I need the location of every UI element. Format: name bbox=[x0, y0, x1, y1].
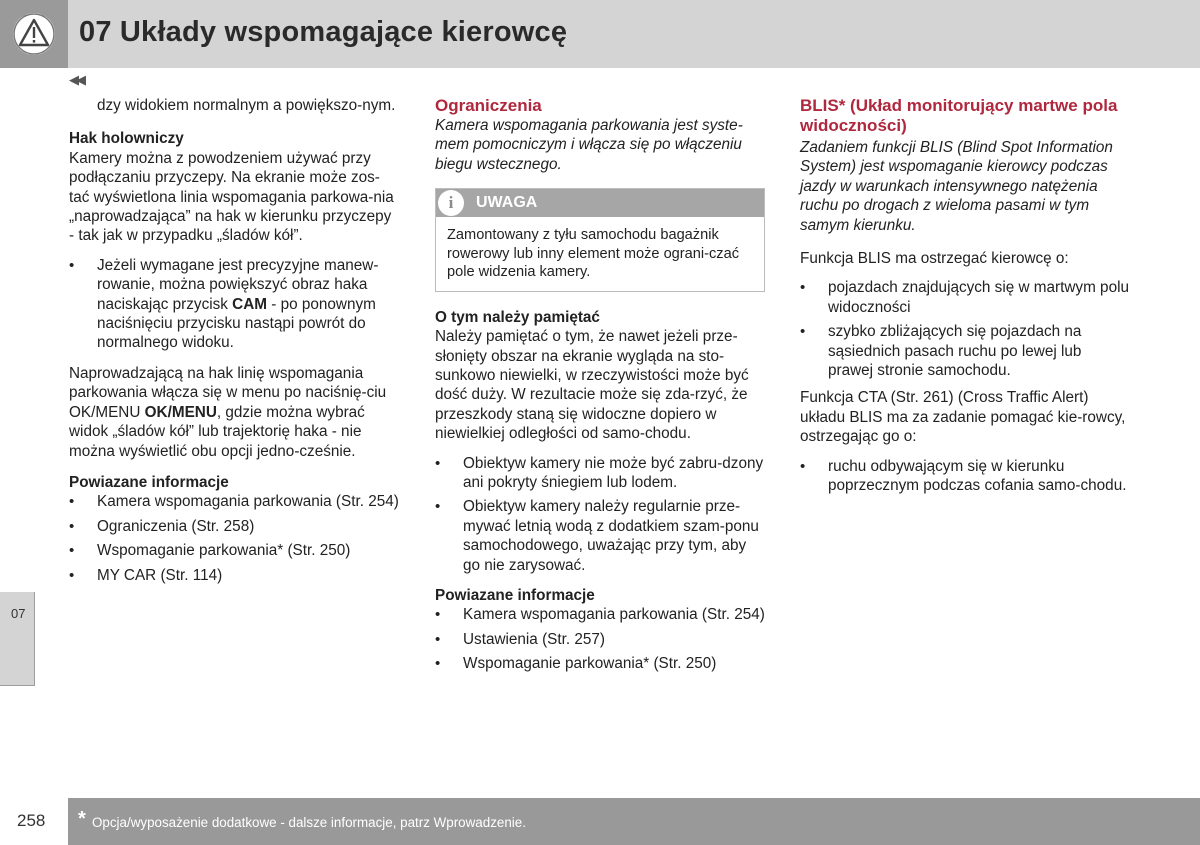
limitations-intro: Kamera wspomagania parkowania jest syste-mem pomocniczym i włącza się po włączeniu biegu wstecznego. bbox=[435, 117, 743, 173]
remember-heading: O tym należy pamiętać bbox=[435, 308, 600, 326]
related-link[interactable]: • Kamera wspomagania parkowania (Str. 254) bbox=[435, 605, 765, 624]
column-1 bbox=[69, 96, 399, 590]
related-link[interactable]: • Ustawienia (Str. 257) bbox=[435, 630, 765, 649]
chapter-icon-box bbox=[0, 0, 68, 68]
warning-triangle-icon bbox=[13, 13, 55, 55]
list-item: • szybko zbliżających się pojazdach na sąsiednich pasach ruchu po lewej lub prawej stronie samochodu. bbox=[800, 322, 1130, 380]
camera-bullets bbox=[435, 454, 765, 575]
related-link[interactable]: • Ograniczenia (Str. 258) bbox=[69, 517, 399, 536]
limitations-heading: Ograniczenia bbox=[435, 96, 542, 115]
related-link[interactable]: • Wspomaganie parkowania* (Str. 250) bbox=[435, 654, 765, 673]
blis-warn-text: Funkcja BLIS ma ostrzegać kierowcę o: bbox=[800, 250, 1069, 268]
blis-heading: BLIS* (Układ monitorujący martwe pola widoczności) bbox=[800, 96, 1118, 135]
related-list bbox=[69, 492, 399, 585]
note-label: UWAGA bbox=[476, 194, 538, 212]
info-icon: i bbox=[438, 190, 464, 216]
page-number: 258 bbox=[17, 811, 46, 830]
footer-bar bbox=[68, 798, 1200, 845]
tow-hook-bullets bbox=[69, 256, 399, 353]
cam-button-label: CAM bbox=[232, 295, 268, 313]
back-arrows-icon[interactable]: ◀◀ bbox=[69, 72, 83, 87]
list-item: • pojazdach znajdujących się w martwym polu widoczności bbox=[800, 278, 1130, 317]
side-tab-label: 07 bbox=[11, 606, 26, 621]
chapter-side-tab[interactable] bbox=[0, 592, 35, 686]
related-link[interactable]: • Wspomaganie parkowania* (Str. 250) bbox=[69, 541, 399, 560]
list-item: • Obiektyw kamery należy regularnie prze-mywać letnią wodą z dodatkiem szam-ponu samochodowego, uważając przy tym, aby go nie zarysować. bbox=[435, 497, 765, 575]
cta-bullets bbox=[800, 457, 1130, 496]
list-item: • Jeżeli wymagane jest precyzyjne manew-rowanie, można powiększyć obraz haka naciskając przycisk CAM - po ponownym naciśnięciu przycisku nastąpi powrót do normalnego widoku. bbox=[69, 256, 399, 353]
chapter-title: 07 Układy wspomagające kierowcę bbox=[79, 16, 568, 48]
guide-line-text: Naprowadzającą na hak linię wspomagania parkowania włącza się w menu po naciśnię-ciu OK/MENU OK/MENU, gdzie można wybrać widok „śladów kół” lub trajektorię haka - nie można wyświetlić obu opcji jedno-cześnie. bbox=[69, 364, 387, 460]
tow-hook-heading: Hak holowniczy bbox=[69, 130, 184, 148]
note-text: Zamontowany z tyłu samochodu bagażnik rowerowy lub inny element może ograni-czać pole widzenia kamery. bbox=[447, 227, 740, 281]
note-box bbox=[435, 188, 765, 292]
continued-text: dzy widokiem normalnym a powiększo-nym. bbox=[97, 97, 396, 114]
cta-text: Funkcja CTA (Str. 261) (Cross Traffic Alert) układu BLIS ma za zadanie pomagać kie-rowcy, ostrzegając go o: bbox=[800, 389, 1126, 446]
related-link[interactable]: • Kamera wspomagania parkowania (Str. 254) bbox=[69, 492, 399, 511]
related-list bbox=[435, 605, 765, 673]
related-link[interactable]: • MY CAR (Str. 114) bbox=[69, 566, 399, 585]
list-item: • ruchu odbywającym się w kierunku poprzecznym podczas cofania samo-chodu. bbox=[800, 457, 1130, 496]
footnote-star: * bbox=[78, 808, 86, 830]
blis-intro: Zadaniem funkcji BLIS (Blind Spot Information System) jest wspomaganie kierowcy podczas jazdy w warunkach intensywnego natężenia ruchu po drogach z wieloma pasami w tym samym kierunku. bbox=[800, 139, 1113, 234]
note-header bbox=[436, 189, 764, 217]
column-3 bbox=[800, 96, 1130, 501]
related-heading: Powiazane informacje bbox=[435, 587, 595, 604]
footnote-text: Opcja/wyposażenie dodatkowe - dalsze informacje, patrz Wprowadzenie. bbox=[92, 815, 526, 830]
related-heading: Powiazane informacje bbox=[69, 473, 229, 491]
remember-text: Należy pamiętać o tym, że nawet jeżeli prze-słonięty obszar na ekranie wygląda na sto-sunkowo niewielki, w rzeczywistości może być dość duży. W rezultacie może się zda-rzyć, że przeszkody staną się widoczne dopiero w niewielkiej odległości od samo-chodu. bbox=[435, 328, 749, 443]
column-2 bbox=[435, 96, 765, 679]
blis-warn-bullets bbox=[800, 278, 1130, 380]
list-item: • Obiektyw kamery nie może być zabru-dzony ani pokryty śniegiem lub lodem. bbox=[435, 454, 765, 493]
ok-menu-label: OK/MENU bbox=[144, 403, 217, 421]
chapter-header bbox=[0, 0, 1200, 68]
tow-hook-text: Kamery można z powodzeniem używać przy podłączaniu przyczepy. Na ekranie może zos-tać wyświetlona linia wspomagania parkowa-nia „naprowadzająca” na hak w kierunku przyczepy - tak jak w przypadku „śladów kół”. bbox=[69, 149, 394, 245]
